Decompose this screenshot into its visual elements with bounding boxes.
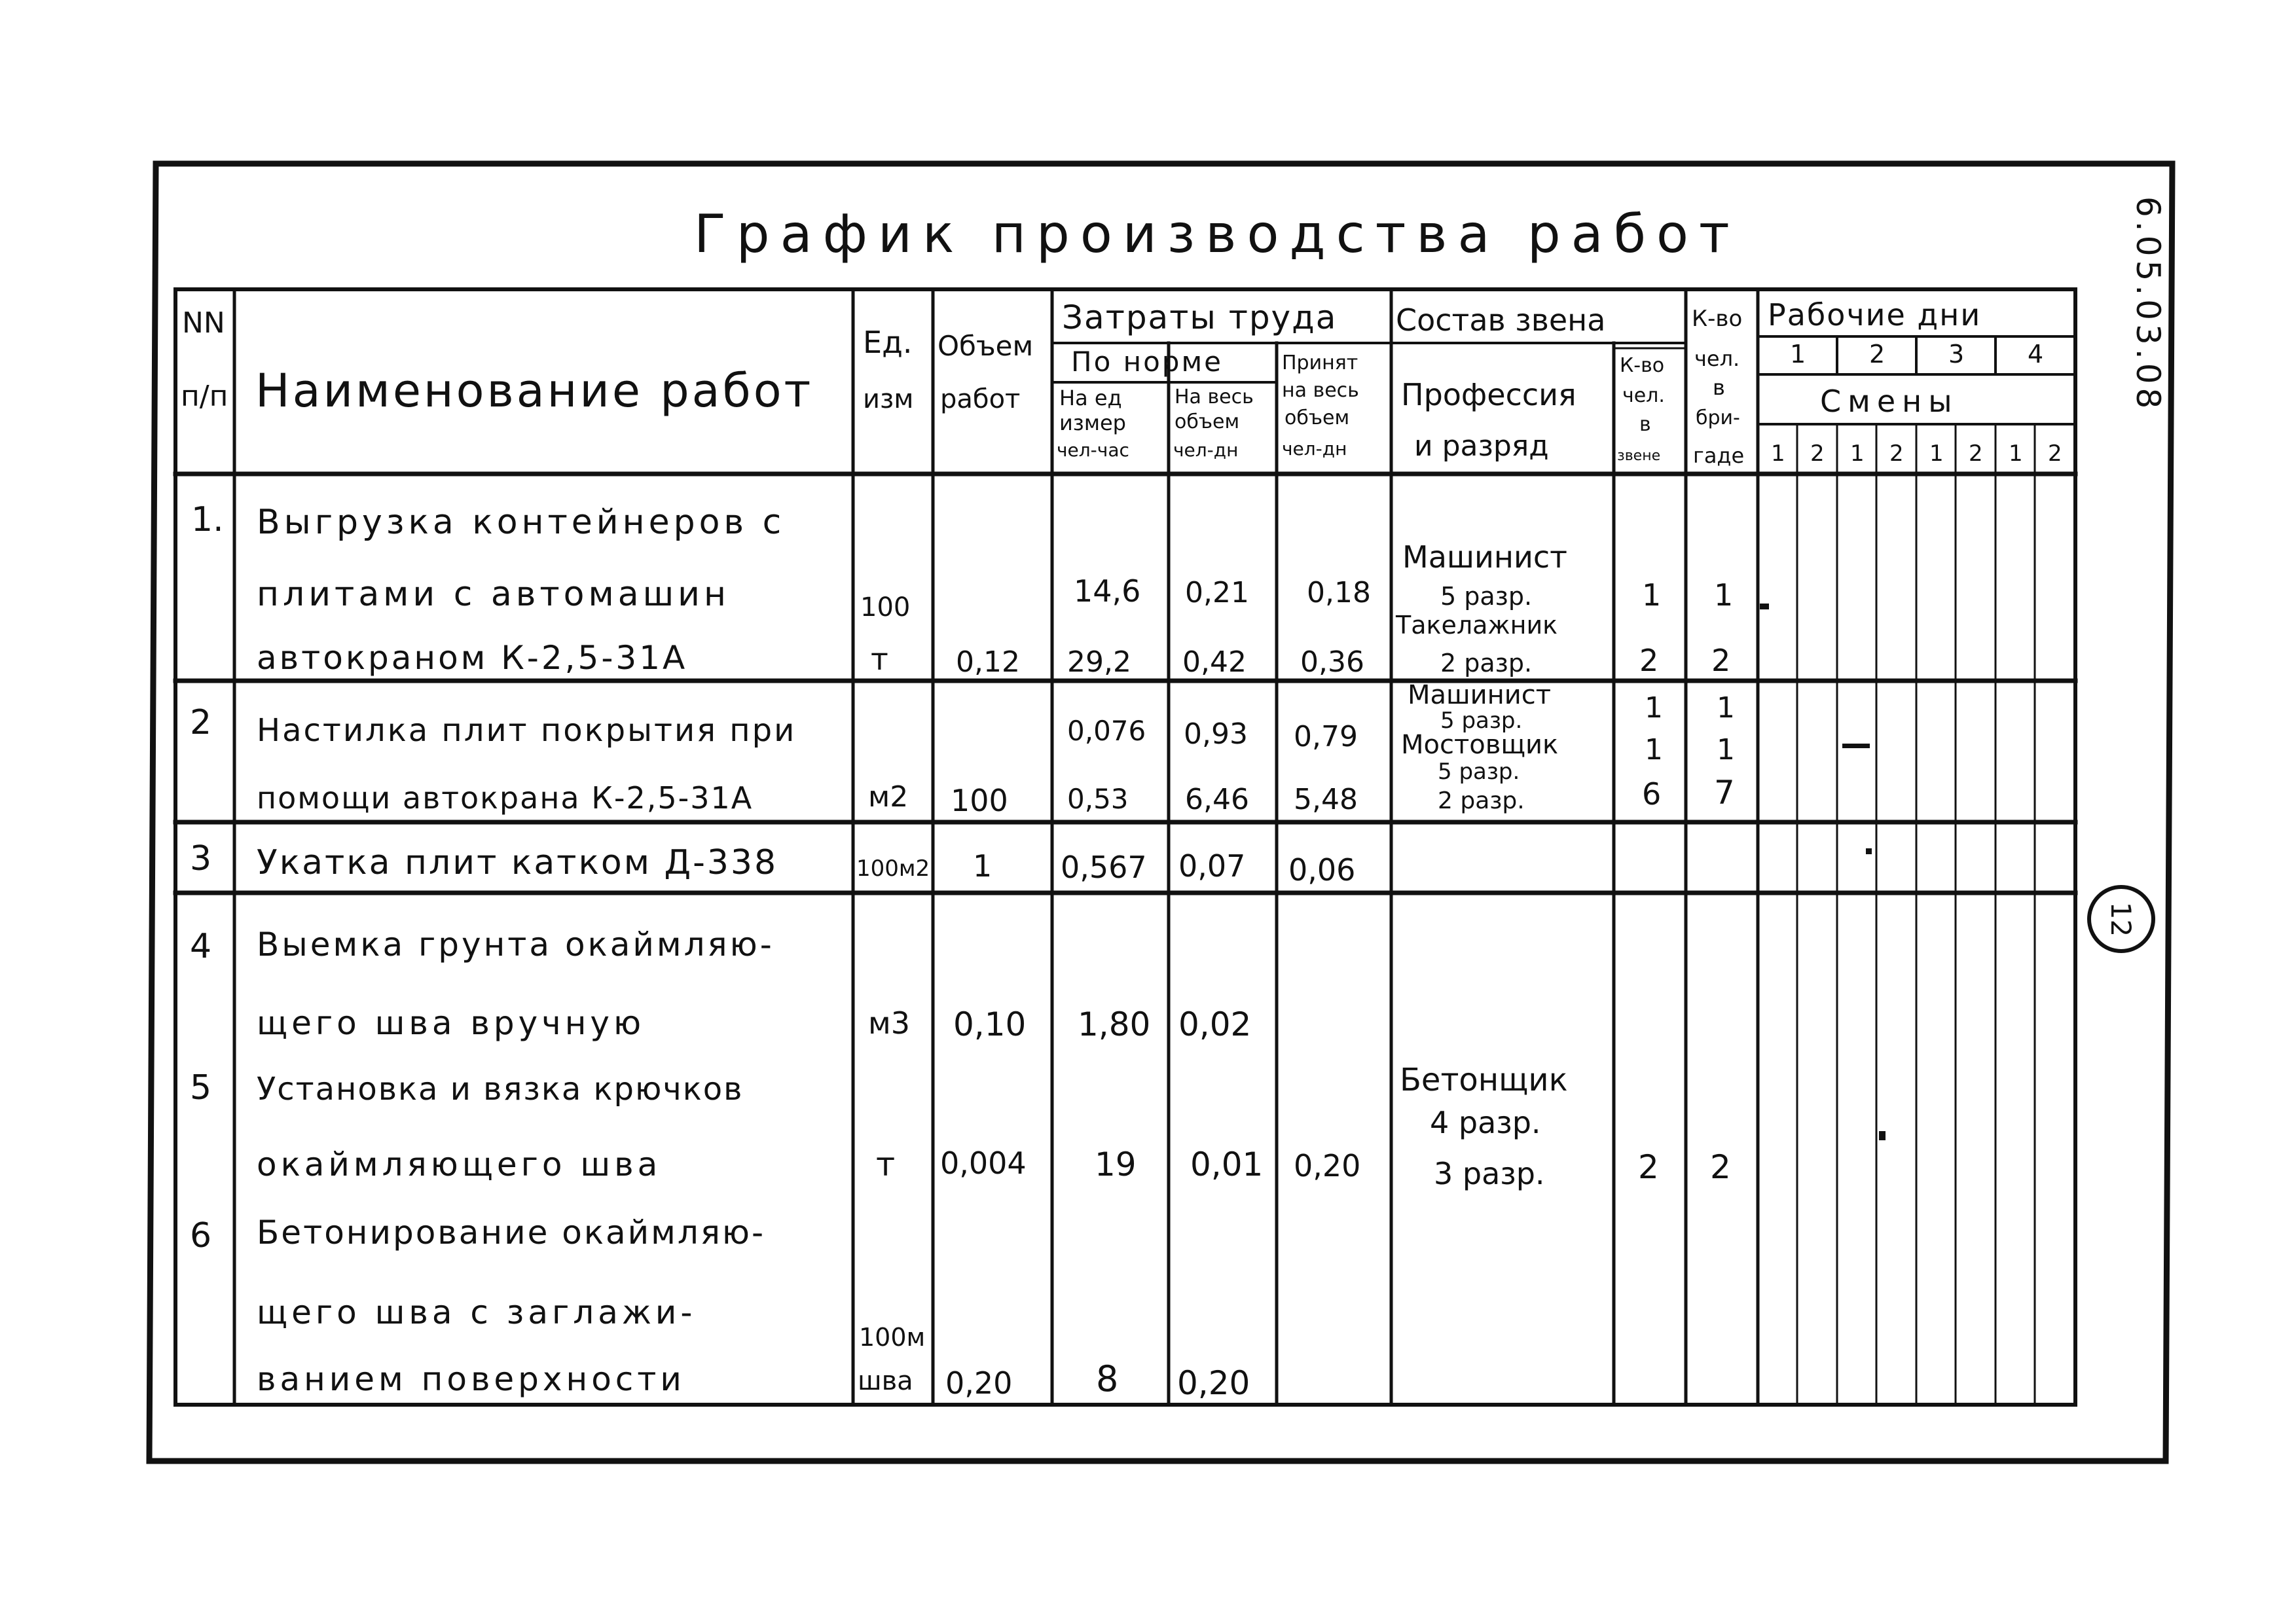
row1-profession-4: 2 разр. xyxy=(1440,649,1533,677)
header-day-2: 2 xyxy=(1869,340,1886,369)
row3-name: Укатка плит катком Д-338 xyxy=(257,843,778,882)
row3-accepted: 0,06 xyxy=(1288,852,1356,888)
row4-per-unit: 1,80 xyxy=(1078,1005,1151,1043)
row2-volume: 100 xyxy=(951,783,1008,818)
row2-per-unit-1: 0,076 xyxy=(1067,715,1146,747)
row3-num: 3 xyxy=(190,839,212,878)
row2-name-2: помощи автокрана К-2,5-31А xyxy=(257,780,754,816)
header-per-unit-2: измер xyxy=(1059,410,1126,435)
row4-num: 4 xyxy=(190,927,212,966)
header-day-1: 1 xyxy=(1790,340,1806,369)
row2-profession-4: 5 разр. xyxy=(1438,759,1520,785)
row1-qty-link-1: 1 xyxy=(1642,577,1662,613)
header-qty-brigade-1: К-во xyxy=(1692,306,1743,332)
row1-name-2: плитами с автомашин xyxy=(257,575,730,614)
row3-per-volume: 0,07 xyxy=(1178,848,1246,884)
row1-per-unit-1: 14,6 xyxy=(1074,573,1141,609)
header-qty-brigade-3: в xyxy=(1713,375,1725,400)
row1-profession-2: 5 разр. xyxy=(1440,582,1533,611)
row2-profession-2: 5 разр. xyxy=(1440,708,1523,734)
header-qty-brigade-5: гаде xyxy=(1693,443,1745,468)
row5-accepted: 0,20 xyxy=(1294,1148,1361,1183)
header-per-unit-1: На ед xyxy=(1059,386,1122,410)
header-unit-2: изм xyxy=(863,384,914,414)
row4-name-1: Выемка грунта окаймляю- xyxy=(257,926,774,964)
header-per-unit-3: чел-час xyxy=(1057,439,1129,461)
crew-4-6-qty-brigade: 2 xyxy=(1710,1148,1731,1186)
header-accepted-4: чел-дн xyxy=(1282,438,1347,460)
header-volume-2: работ xyxy=(940,384,1021,414)
row1-unit-1: 100 xyxy=(860,592,911,623)
row5-name-1: Установка и вязка крючков xyxy=(257,1071,744,1108)
row6-num: 6 xyxy=(190,1216,212,1255)
header-profession-1: Профессия xyxy=(1401,377,1576,412)
header-labor: Затраты труда xyxy=(1062,298,1338,336)
header-shift-1: 1 xyxy=(1771,441,1785,467)
row4-unit: м3 xyxy=(868,1005,910,1041)
header-shift-7: 1 xyxy=(2009,441,2023,467)
row1-schedule-bar xyxy=(1760,604,1769,609)
header-profession-2: и разряд xyxy=(1414,429,1549,463)
header-shifts: Смены xyxy=(1820,384,1959,419)
header-accepted-1: Принят xyxy=(1282,352,1358,374)
row1-per-unit-2: 29,2 xyxy=(1067,645,1131,679)
row1-per-volume-2: 0,42 xyxy=(1182,645,1247,679)
row4-name-2: щего шва вручную xyxy=(257,1004,646,1042)
row3-volume: 1 xyxy=(973,848,993,884)
row1-profession-3: Такелажник xyxy=(1396,611,1558,640)
row1-per-volume-1: 0,21 xyxy=(1185,576,1249,609)
row1-profession-1: Машинист xyxy=(1402,539,1567,575)
header-shift-5: 1 xyxy=(1929,441,1944,467)
header-name: Наименование работ xyxy=(255,364,814,418)
row6-name-2: щего шва с заглажи- xyxy=(257,1293,697,1331)
row2-qty-link-1: 1 xyxy=(1645,691,1663,725)
row2-name-1: Настилка плит покрытия при xyxy=(257,712,797,749)
row5-volume: 0,004 xyxy=(940,1146,1027,1181)
document-code: 6.05.03.08 xyxy=(2129,196,2167,413)
row5-num: 5 xyxy=(190,1068,212,1108)
header-qty-link-1: К-во xyxy=(1620,354,1665,377)
row6-per-unit: 8 xyxy=(1096,1358,1119,1399)
row2-accepted-1: 0,79 xyxy=(1294,720,1358,753)
row3-per-unit: 0,567 xyxy=(1061,850,1147,885)
crew-4-6-profession-3: 3 разр. xyxy=(1434,1156,1545,1191)
document-title: График производства работ xyxy=(694,204,1740,264)
header-shift-6: 2 xyxy=(1969,441,1983,467)
header-day-3: 3 xyxy=(1948,340,1965,369)
header-accepted-2: на весь xyxy=(1282,379,1359,402)
header-qty-link-2: чел. xyxy=(1622,384,1665,407)
row6-name-3: ванием поверхности xyxy=(257,1360,685,1398)
row2-qty-brigade-3: 7 xyxy=(1714,774,1735,812)
header-nn: NN xyxy=(182,306,225,340)
header-per-volume-3: чел-дн xyxy=(1173,439,1239,461)
row2-qty-brigade-2: 1 xyxy=(1717,733,1735,767)
header-volume-1: Объем xyxy=(938,330,1034,362)
row5-schedule-bar xyxy=(1879,1131,1886,1140)
row2-num: 2 xyxy=(190,703,212,742)
row6-unit-2: шва xyxy=(858,1366,913,1396)
row1-name-3: автокраном К-2,5-31А xyxy=(257,639,688,677)
row5-per-unit: 19 xyxy=(1095,1146,1137,1183)
row6-name-1: Бетонирование окаймляю- xyxy=(257,1214,766,1252)
header-accepted-3: объем xyxy=(1285,406,1350,429)
row2-unit: м2 xyxy=(868,780,909,814)
header-npp: п/п xyxy=(181,380,228,413)
row6-volume: 0,20 xyxy=(945,1365,1013,1401)
row1-qty-brigade-1: 1 xyxy=(1714,577,1734,613)
row1-name-1: Выгрузка контейнеров с xyxy=(257,503,786,542)
row1-volume: 0,12 xyxy=(956,645,1020,679)
header-by-norm: По норме xyxy=(1071,346,1223,378)
header-shift-8: 2 xyxy=(2048,441,2062,467)
row2-qty-brigade-1: 1 xyxy=(1717,691,1735,725)
row1-accepted-1: 0,18 xyxy=(1307,576,1371,609)
row1-accepted-2: 0,36 xyxy=(1300,645,1364,679)
crew-4-6-qty-link: 2 xyxy=(1638,1148,1659,1186)
header-shift-4: 2 xyxy=(1889,441,1904,467)
row3-unit: 100м2 xyxy=(856,856,930,882)
header-crew: Состав звена xyxy=(1396,302,1606,338)
row2-qty-link-3: 6 xyxy=(1642,776,1662,812)
row1-qty-link-2: 2 xyxy=(1639,643,1659,678)
row5-per-volume: 0,01 xyxy=(1190,1146,1264,1183)
row2-profession-1: Машинист xyxy=(1408,680,1552,710)
row2-schedule-bar xyxy=(1842,744,1870,748)
header-work-days: Рабочие дни xyxy=(1768,297,1982,333)
row5-name-2: окаймляющего шва xyxy=(257,1146,662,1183)
header-qty-link-4: звене xyxy=(1617,448,1661,464)
crew-4-6-profession-2: 4 разр. xyxy=(1430,1105,1541,1140)
row2-per-unit-2: 0,53 xyxy=(1067,783,1129,815)
header-qty-brigade-2: чел. xyxy=(1694,346,1740,371)
header-unit-1: Ед. xyxy=(863,325,913,360)
row2-accepted-2: 5,48 xyxy=(1294,783,1358,816)
header-qty-link-3: в xyxy=(1639,413,1651,436)
row4-volume: 0,10 xyxy=(953,1005,1027,1043)
row3-schedule-bar xyxy=(1866,848,1872,854)
crew-4-6-profession-1: Бетонщик xyxy=(1400,1062,1568,1098)
header-per-volume-2: объем xyxy=(1175,410,1240,433)
header-day-4: 4 xyxy=(2028,340,2044,369)
row2-profession-3: Мостовщик xyxy=(1401,730,1559,760)
row4-per-volume: 0,02 xyxy=(1178,1005,1252,1043)
header-shift-2: 2 xyxy=(1810,441,1825,467)
page-number-stamp xyxy=(2087,885,2155,953)
page-number: 12 xyxy=(2105,901,2138,937)
row5-unit: т xyxy=(876,1146,896,1183)
row1-num: 1. xyxy=(191,500,224,539)
row2-per-volume-1: 0,93 xyxy=(1184,717,1248,751)
row2-profession-5: 2 разр. xyxy=(1438,787,1525,814)
header-shift-3: 1 xyxy=(1850,441,1865,467)
header-qty-brigade-4: бри- xyxy=(1696,406,1740,429)
row6-per-volume: 0,20 xyxy=(1177,1364,1250,1402)
header-per-volume-1: На весь xyxy=(1175,386,1254,408)
row6-unit-1: 100м xyxy=(859,1323,926,1352)
row1-qty-brigade-2: 2 xyxy=(1711,643,1731,678)
row2-per-volume-2: 6,46 xyxy=(1185,783,1249,816)
row1-unit-2: т xyxy=(871,641,888,677)
row2-qty-link-2: 1 xyxy=(1645,733,1663,767)
